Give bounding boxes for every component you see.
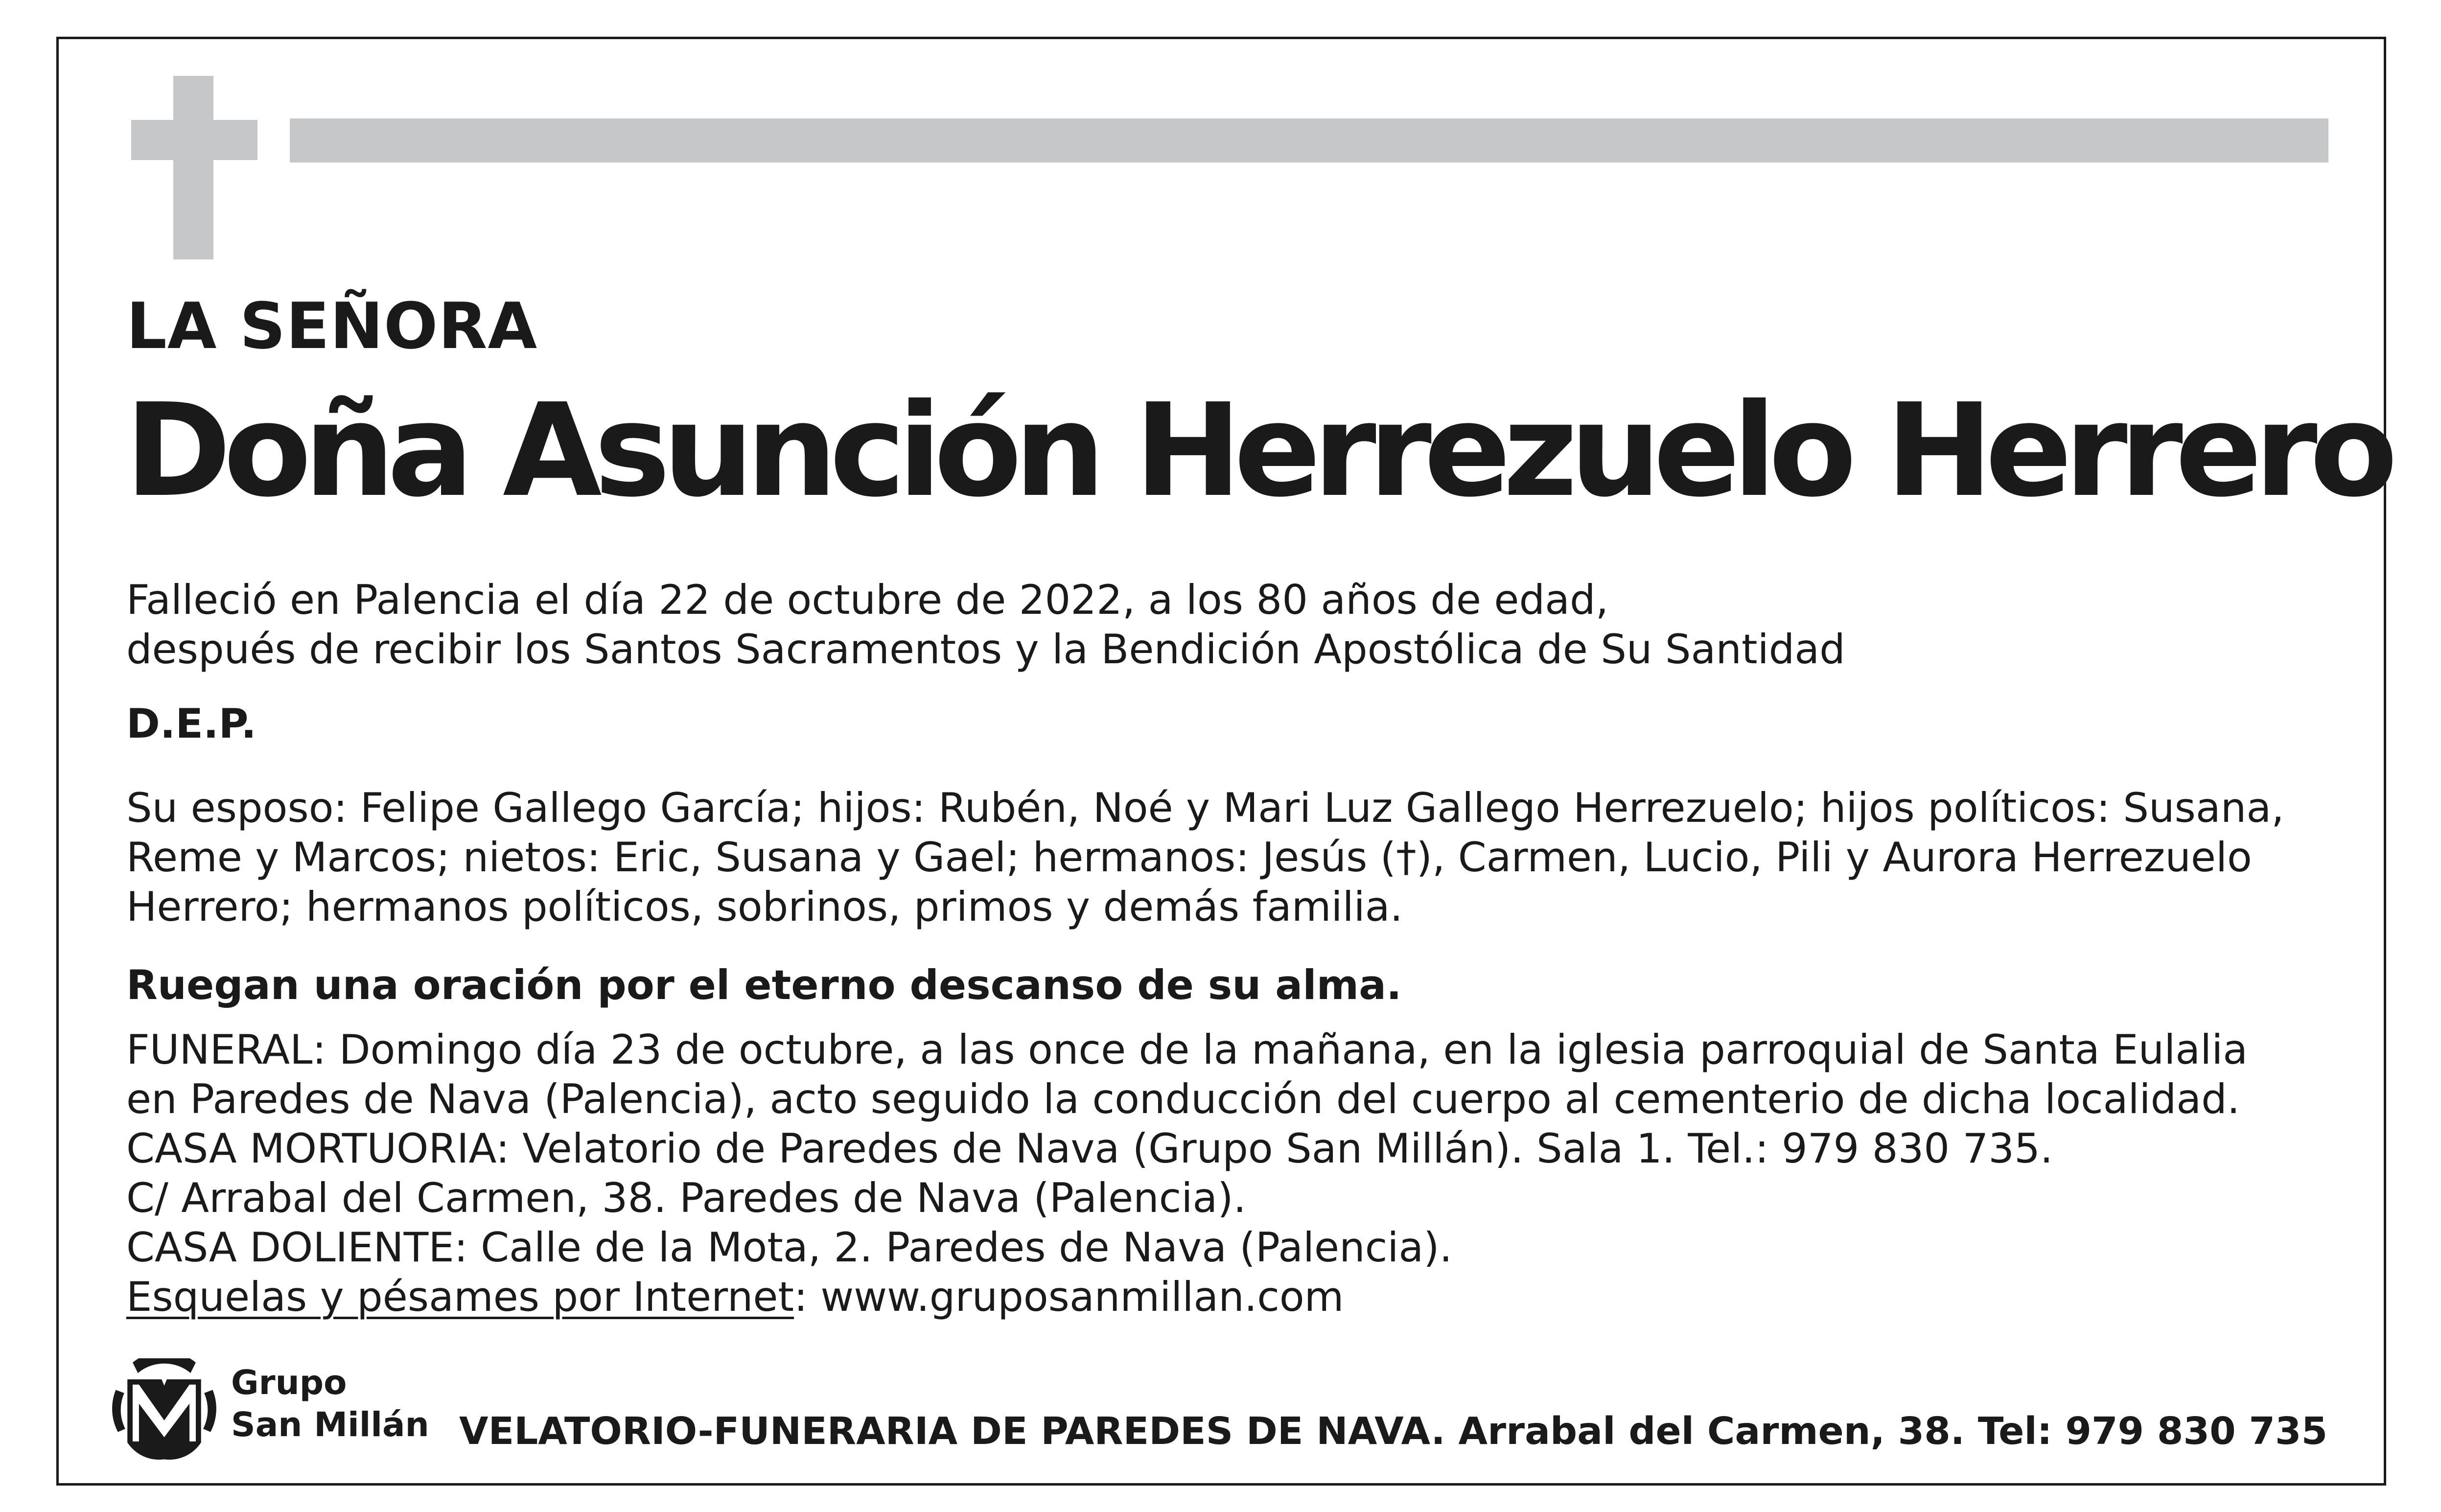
death-line: después de recibir los Santos Sacramentos y la Bendición Apostólica de Su Santidad xyxy=(126,626,1845,673)
prayer-request: Ruegan una oración por el eterno descanso de su alma. xyxy=(126,961,1402,1009)
family-list xyxy=(126,783,2284,931)
family-line: Su esposo: Felipe Gallego García; hijos: Rubén, Noé y Mari Luz Gallego Herrezuelo; hijos políticos: Susana, xyxy=(126,784,2284,832)
brand-name xyxy=(231,1362,429,1446)
family-line: Reme y Marcos; nietos: Eric, Susana y Gael; hermanos: Jesús (†), Carmen, Lucio, Pili y Aurora Herrezuelo xyxy=(126,834,2252,881)
rip-label: D.E.P. xyxy=(126,700,256,747)
cross-icon-vertical xyxy=(173,76,213,259)
internet-link-label[interactable]: Esquelas y pésames por Internet xyxy=(126,1273,794,1321)
service-info xyxy=(126,1025,2248,1322)
death-notice xyxy=(126,575,1845,674)
funeral-home-address: VELATORIO-FUNERARIA DE PAREDES DE NAVA. Arrabal del Carmen, 38. Tel: 979 830 735 xyxy=(459,1410,2328,1453)
info-line: CASA DOLIENTE: Calle de la Mota, 2. Paredes de Nava (Palencia). xyxy=(126,1224,1453,1271)
brand-line: San Millán xyxy=(231,1405,429,1444)
info-line: en Paredes de Nava (Palencia), acto seguido la conducción del cuerpo al cementerio de dicha localidad. xyxy=(126,1075,2240,1123)
info-line: CASA MORTUORIA: Velatorio de Paredes de Nava (Grupo San Millán). Sala 1. Tel.: 979 830 735. xyxy=(126,1125,2053,1172)
info-line: FUNERAL: Domingo día 23 de octubre, a las once de la mañana, en la iglesia parroquial de Santa Eulalia xyxy=(126,1026,2248,1073)
internet-line xyxy=(126,1272,2248,1322)
honorific: LA SEÑORA xyxy=(126,289,538,363)
brand-line: Grupo xyxy=(231,1363,347,1402)
header-bar xyxy=(290,118,2328,163)
cross-icon-horizontal xyxy=(131,120,257,160)
info-line: C/ Arrabal del Carmen, 38. Paredes de Nava (Palencia). xyxy=(126,1174,1247,1222)
internet-separator: : xyxy=(794,1273,808,1321)
internet-url[interactable]: www.gruposanmillan.com xyxy=(808,1273,1344,1321)
death-line: Falleció en Palencia el día 22 de octubre de 2022, a los 80 años de edad, xyxy=(126,576,1609,624)
grupo-san-millan-logo-icon xyxy=(112,1358,217,1464)
family-line: Herrero; hermanos políticos, sobrinos, primos y demás familia. xyxy=(126,883,1403,930)
deceased-name: Doña Asunción Herrezuelo Herrero xyxy=(125,376,2390,525)
